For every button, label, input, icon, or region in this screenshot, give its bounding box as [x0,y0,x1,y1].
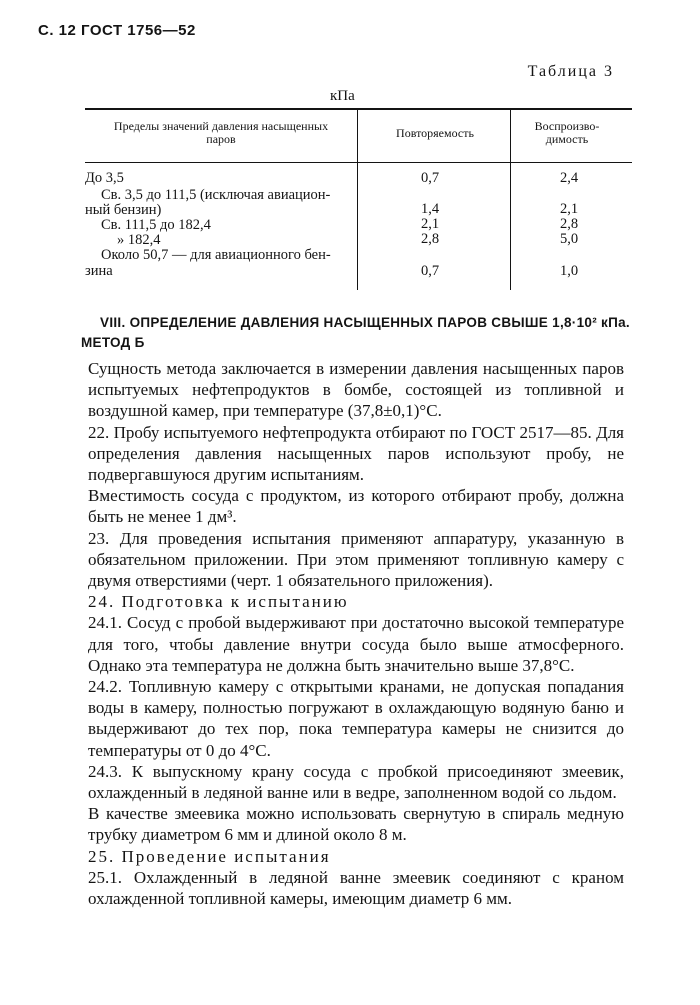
table-cell-repeat: 0,7 [420,263,440,279]
paragraph: 25.1. Охлажденный в ледяной ванне змеевик соединяют с краном охлажденной топливной камеры, имеющим диаметр 6 мм. [88,867,624,909]
paragraph: Сущность метода заключается в измерении давления насыщенных паров испытуемых нефтепродуктов в бомбе, состоящей из топливной и воздушной камер, при температуре (37,8±0,1)°С. [88,359,624,421]
table-cell-repeat: 0,7 [420,170,440,186]
table-cell-reprod: 1,0 [559,263,579,279]
table-col-divider-1 [357,108,358,290]
paragraph: 23. Для проведения испытания применяют аппаратуру, указанную в обязательном приложении. При этом применяют топливную камеру с двумя отверстиями (черт. 1 обязательного приложения). [88,528,624,591]
table-row-label: До 3,5 [85,170,124,186]
table-header-range: Пределы значений давления насыщенных паров [113,119,329,146]
table-caption: Таблица 3 [527,63,614,80]
paragraph: 24.1. Сосуд с пробой выдерживают при достаточно высокой температуре для того, чтобы давление внутри сосуда было выше атмосферного. Однако эта температура не должна быть значительно выше 37,8°С. [88,613,624,675]
paragraph: 24.2. Топливную камеру с открытыми кранами, не допуская попадания воды в камеру, полностью погружают в охлаждающую водяную баню и выдерживают до тех пор, пока температура камеры не снизится до температуры от 0 до 4°С. [88,677,624,760]
paragraph: Вместимость сосуда с продуктом, из которого отбирают пробу, должна быть не менее 1 дм³. [88,486,624,527]
table-cell-reprod: 5,0 [559,231,579,247]
table-cell-reprod: 2,8 [559,216,579,232]
page-header: С. 12 ГОСТ 1756—52 [38,22,196,39]
table-cell-reprod: 2,1 [559,201,579,217]
table-header-rule [85,162,632,163]
table-cell-repeat: 1,4 [420,201,440,217]
table-top-rule [85,108,632,110]
subsection-title: 25. Проведение испытания [88,846,331,866]
table-header-repeatability: Повторяемость [396,126,474,140]
table-row-label: Св. 3,5 до 111,5 (исключая авиацион- [101,187,331,203]
table-row-label: Около 50,7 — для авиационного бен- [101,247,331,263]
table-row-label-cont: зина [85,263,113,279]
table-header-reproducibility: Воспроизво-димость [534,119,600,146]
paragraph: 22. Пробу испытуемого нефтепродукта отбирают по ГОСТ 2517—85. Для определения давления насыщенных паров используют пробу, не подвергавшуюся другим испытаниям. [88,422,624,485]
table-cell-repeat: 2,8 [420,231,440,247]
table-row-label-cont: ный бензин) [85,202,162,218]
pressure-table [85,108,632,290]
section-heading-line2: МЕТОД Б [81,335,145,350]
table-col-divider-2 [510,108,511,290]
section-heading-line1: VIII. ОПРЕДЕЛЕНИЕ ДАВЛЕНИЯ НАСЫЩЕННЫХ ПАРОВ СВЫШЕ 1,8·10² кПа. [100,315,630,330]
table-row-label: Св. 111,5 до 182,4 [101,217,211,233]
paragraph: 24.3. К выпускному крану сосуда с пробкой присоединяют змеевик, охлажденный в ледяной ванне или в ведре, заполненном водой со льдом. [88,761,624,803]
table-row-label: » 182,4 [117,232,161,248]
paragraph: В качестве змеевика можно использовать свернутую в спираль медную трубку диаметром 6 мм и длиной около 8 м. [88,804,624,845]
table-unit: кПа [330,88,355,104]
subsection-title: 24. Подготовка к испытанию [88,592,349,612]
section-heading [55,313,675,353]
body-text [88,358,624,909]
table-cell-repeat: 2,1 [420,216,440,232]
table-cell-reprod: 2,4 [559,170,579,186]
